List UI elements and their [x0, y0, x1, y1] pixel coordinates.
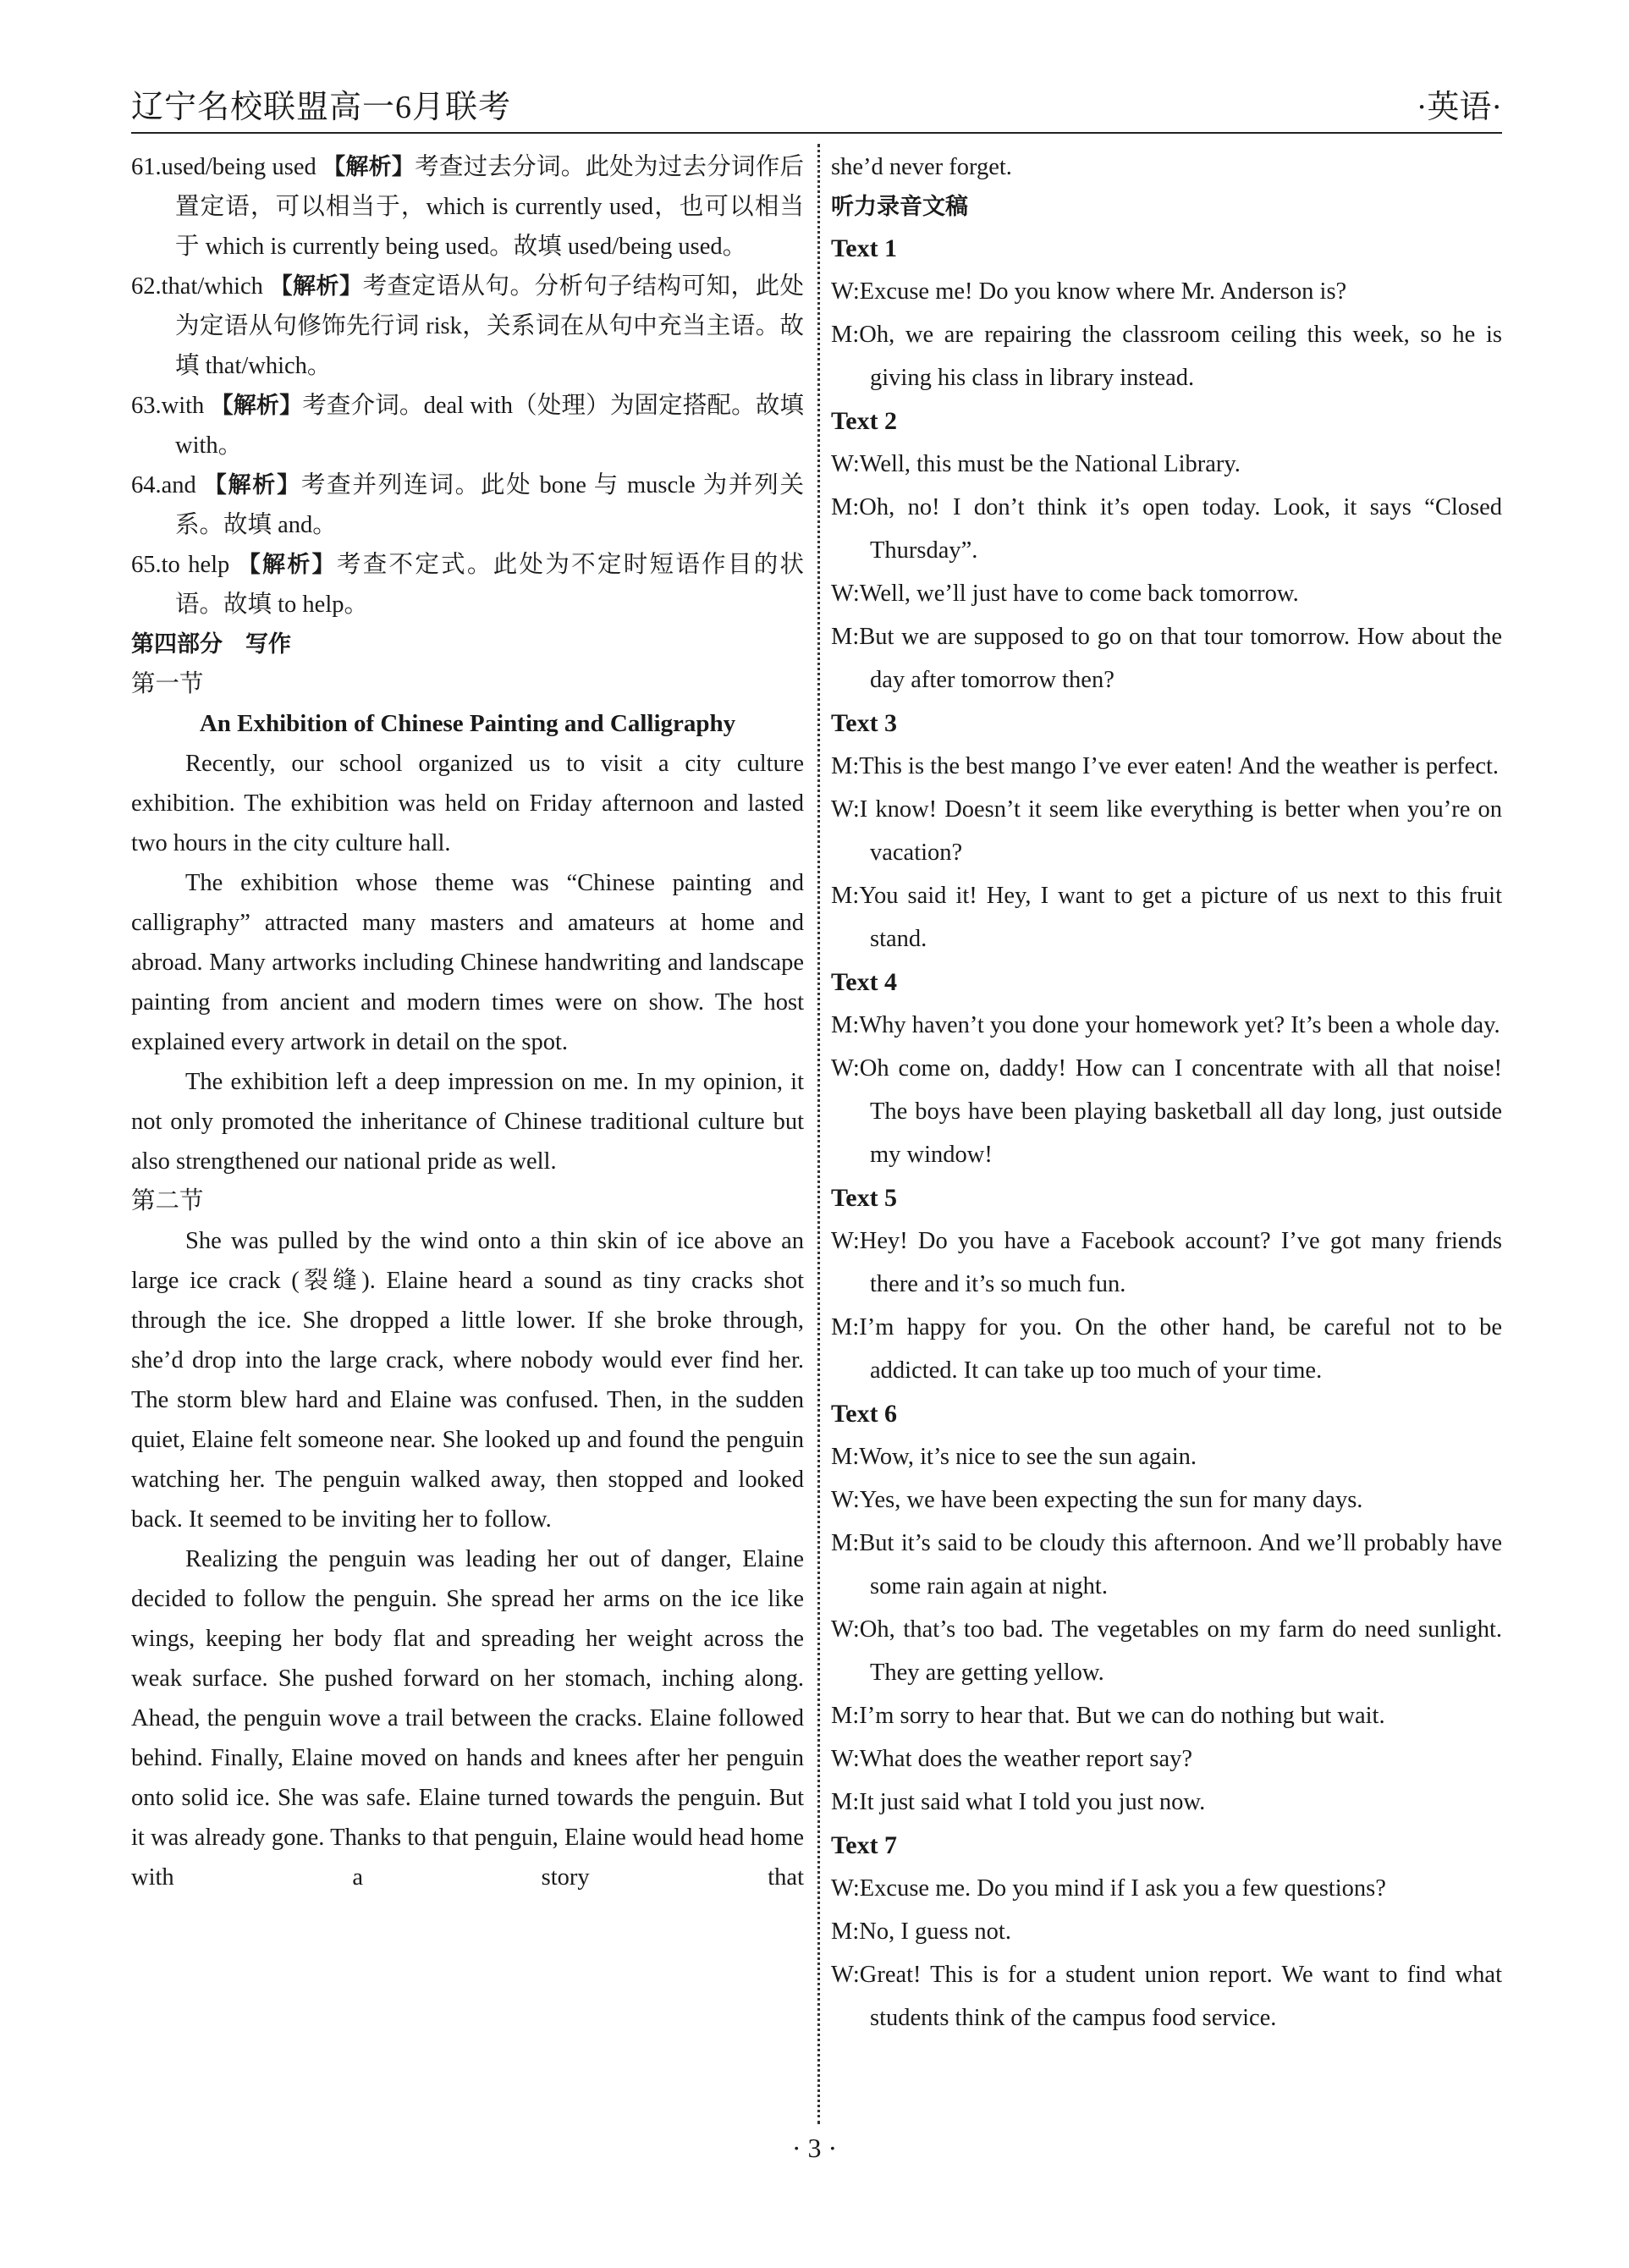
analysis-tag: 【解析】	[322, 154, 416, 180]
answer-key: to help	[161, 552, 230, 578]
speaker-label: M	[831, 1314, 853, 1340]
part4-heading: 第四部分 写作	[131, 631, 291, 658]
speaker-label: M	[831, 494, 853, 520]
dialogue-line	[831, 1004, 1502, 1047]
dialogue-text: Well, we’ll just have to come back tomorrow.	[859, 581, 1299, 607]
essay-paragraph: The exhibition left a deep impression on me. In my opinion, it not only promoted the inheritance of Chinese traditional culture but also strengthened our national pride as well.	[131, 1069, 804, 1175]
dialogue-line	[831, 1781, 1502, 1824]
transcript-list	[831, 227, 1502, 2040]
speaker-colon: :	[852, 278, 860, 305]
speaker-label: W	[831, 1746, 853, 1772]
dialogue-line	[831, 1953, 1502, 2040]
dialogue-line	[831, 1478, 1502, 1522]
story-paragraph: Realizing the penguin was leading her out of danger, Elaine decided to follow the penguin. She spread her arms on the ice like wings, keeping her body flat and spreading her weight across the weak surface. She pushed forward on her stomach, inching along. Ahead, the penguin wove a trail between the cracks. Elaine followed behind. Finally, Elaine moved on hands and knees after her penguin onto solid ice. She was safe. Elaine turned towards the penguin. But it was already gone. Thanks to that penguin, Elaine would head home with a story that	[131, 1546, 804, 1891]
analysis-tag: 【解析】	[237, 552, 337, 578]
dialogue-line	[831, 486, 1502, 572]
speaker-colon: :	[852, 1487, 860, 1513]
essay-paragraph: Recently, our school organized us to visit a city culture exhibition. The exhibition was held on Friday afternoon and lasted two hours in the city culture hall.	[131, 751, 804, 856]
speaker-label: M	[831, 1012, 853, 1038]
speaker-colon: :	[852, 624, 860, 650]
speaker-label: M	[831, 753, 853, 779]
speaker-colon: :	[852, 1444, 860, 1470]
dialogue-text: It just said what I told you just now.	[859, 1789, 1206, 1815]
transcript-label: Text 2	[831, 407, 898, 435]
left-column	[131, 147, 804, 1897]
dialogue-text: Oh, we are repairing the classroom ceiling this week, so he is giving his class in library instead.	[859, 322, 1502, 391]
speaker-colon: :	[852, 753, 860, 779]
essay-title: An Exhibition of Chinese Painting and Calligraphy	[199, 710, 736, 737]
speaker-colon: :	[852, 1314, 860, 1340]
dialogue-line	[831, 1435, 1502, 1478]
dialogue-text: What does the weather report say?	[859, 1746, 1193, 1772]
speaker-label: M	[831, 883, 853, 909]
dialogue-text: Oh, no! I don’t think it’s open today. Look, it says “Closed Thursday”.	[859, 494, 1502, 564]
dialogue-line	[831, 1737, 1502, 1781]
analysis-text: 考查过去分词。此处为过去分词作后置定语，可以相当于，which is currently used，也可以相当于 which is currently being used。故填 used/being used。	[175, 154, 805, 260]
dialogue-text: Well, this must be the National Library.	[859, 451, 1241, 477]
speaker-colon: :	[852, 1228, 860, 1254]
analysis-text: 考查定语从句。分析句子结构可知，此处为定语从句修饰先行词 risk，关系词在从句中充当主语。故填 that/which。	[175, 273, 805, 379]
transcript-label: Text 3	[831, 709, 898, 737]
transcript-label: Text 4	[831, 968, 898, 996]
speaker-colon: :	[852, 1746, 860, 1772]
speaker-colon: :	[852, 1530, 860, 1556]
answer-63	[131, 386, 804, 465]
dialogue-text: Oh, that’s too bad. The vegetables on my farm do need sunlight. They are getting yellow.	[859, 1616, 1502, 1686]
dialogue-text: Why haven’t you done your homework yet? It’s been a whole day.	[859, 1012, 1500, 1038]
dialogue-text: No, I guess not.	[859, 1918, 1011, 1945]
analysis-tag: 【解析】	[269, 273, 363, 300]
dialogue-line	[831, 270, 1502, 313]
speaker-label: W	[831, 581, 853, 607]
speaker-label: W	[831, 1875, 853, 1902]
dialogue-text: I’m sorry to hear that. But we can do nothing but wait.	[859, 1703, 1385, 1729]
essay-paragraph: The exhibition whose theme was “Chinese painting and calligraphy” attracted many masters and amateurs at home and abroad. Many artworks including Chinese handwriting and landscape painting from ancient and modern times were on show. The host explained every artwork in detail on the spot.	[131, 870, 804, 1055]
answer-key: and	[161, 472, 196, 498]
answer-64	[131, 465, 804, 545]
speaker-label: M	[831, 1530, 853, 1556]
dialogue-line	[831, 1608, 1502, 1694]
answer-number: 61.	[131, 154, 162, 180]
transcript-label: Text 7	[831, 1831, 898, 1859]
answer-key: with	[161, 393, 205, 419]
answer-62	[131, 267, 804, 386]
speaker-label: M	[831, 1444, 853, 1470]
dialogue-line	[831, 1910, 1502, 1953]
speaker-colon: :	[852, 1616, 860, 1643]
dialogue-line	[831, 443, 1502, 486]
speaker-colon: :	[852, 1055, 860, 1082]
speaker-colon: :	[852, 1918, 860, 1945]
speaker-label: W	[831, 796, 853, 823]
dialogue-text: I know! Doesn’t it seem like everything is better when you’re on vacation?	[859, 796, 1502, 866]
column-divider	[817, 144, 820, 2124]
dialogue-text: But it’s said to be cloudy this afternoon. And we’ll probably have some rain again at night.	[859, 1530, 1502, 1599]
answer-65	[131, 545, 804, 625]
dialogue-text: I’m happy for you. On the other hand, be careful not to be addicted. It can take up too much of your time.	[859, 1314, 1502, 1384]
analysis-tag: 【解析】	[210, 393, 303, 419]
speaker-label: M	[831, 322, 853, 348]
answer-number: 65.	[131, 552, 162, 578]
answer-key: that/which	[161, 273, 263, 300]
dialogue-text: But we are supposed to go on that tour tomorrow. How about the day after tomorrow then?	[859, 624, 1502, 693]
dialogue-text: Oh come on, daddy! How can I concentrate with all that noise! The boys have been playing basketball all day long, just outside my window!	[859, 1055, 1502, 1168]
transcript-heading: 听力录音文稿	[831, 194, 968, 220]
dialogue-text: Hey! Do you have a Facebook account? I’ve got many friends there and it’s so much fun.	[859, 1228, 1502, 1297]
analysis-text: 考查介词。deal with（处理）为固定搭配。故填 with。	[175, 393, 805, 459]
right-column	[831, 147, 1502, 2040]
dialogue-line	[831, 1047, 1502, 1176]
speaker-colon: :	[852, 494, 860, 520]
speaker-colon: :	[852, 322, 860, 348]
answer-number: 64.	[131, 472, 162, 498]
dialogue-text: Excuse me! Do you know where Mr. Anderson is?	[859, 278, 1347, 305]
speaker-colon: :	[852, 451, 860, 477]
analysis-tag: 【解析】	[203, 472, 301, 498]
speaker-colon: :	[852, 1703, 860, 1729]
dialogue-text: Wow, it’s nice to see the sun again.	[859, 1444, 1197, 1470]
speaker-colon: :	[852, 1012, 860, 1038]
speaker-colon: :	[852, 1875, 860, 1902]
dialogue-text: Yes, we have been expecting the sun for many days.	[859, 1487, 1363, 1513]
dialogue-text: You said it! Hey, I want to get a picture of us next to this fruit stand.	[859, 883, 1502, 952]
dialogue-line	[831, 313, 1502, 399]
speaker-colon: :	[852, 883, 860, 909]
speaker-label: W	[831, 1487, 853, 1513]
dialogue-line	[831, 572, 1502, 615]
section1-heading: 第一节	[131, 671, 204, 697]
dialogue-line	[831, 1694, 1502, 1737]
analysis-text: 考查不定式。此处为不定时短语作目的状语。故填 to help。	[175, 552, 805, 618]
answer-number: 62.	[131, 273, 162, 300]
dialogue-line	[831, 874, 1502, 961]
speaker-label: W	[831, 1616, 853, 1643]
speaker-label: M	[831, 1918, 853, 1945]
dialogue-line	[831, 1306, 1502, 1392]
speaker-colon: :	[852, 1789, 860, 1815]
speaker-label: W	[831, 1228, 853, 1254]
analysis-text: 考查并列连词。此处 bone 与 muscle 为并列关系。故填 and。	[175, 472, 805, 538]
speaker-label: W	[831, 451, 853, 477]
dialogue-line	[831, 788, 1502, 874]
speaker-label: W	[831, 278, 853, 305]
speaker-colon: :	[852, 1962, 860, 1988]
section2-heading: 第二节	[131, 1188, 204, 1214]
story-end: she’d never forget.	[831, 154, 1012, 180]
answer-61	[131, 147, 804, 267]
page-number: · 3 ·	[791, 2133, 838, 2163]
speaker-colon: :	[852, 581, 860, 607]
speaker-colon: :	[852, 796, 860, 823]
answer-key: used/being used	[161, 154, 316, 180]
page-header	[131, 88, 1502, 134]
dialogue-text: Excuse me. Do you mind if I ask you a few questions?	[859, 1875, 1386, 1902]
transcript-label: Text 6	[831, 1400, 898, 1428]
speaker-label: M	[831, 1789, 853, 1815]
speaker-label: M	[831, 1703, 853, 1729]
dialogue-line	[831, 615, 1502, 702]
answer-number: 63.	[131, 393, 162, 419]
dialogue-text: Great! This is for a student union report. We want to find what students think of the campus food service.	[859, 1962, 1502, 2031]
dialogue-line	[831, 1867, 1502, 1910]
speaker-label: W	[831, 1055, 853, 1082]
subject-label: ·英语·	[1416, 90, 1502, 125]
speaker-label: M	[831, 624, 853, 650]
speaker-label: W	[831, 1962, 853, 1988]
dialogue-text: This is the best mango I’ve ever eaten! And the weather is perfect.	[859, 753, 1500, 779]
dialogue-line	[831, 1522, 1502, 1608]
exam-title: 辽宁名校联盟高一6月联考	[131, 90, 512, 125]
transcript-label: Text 5	[831, 1184, 898, 1212]
transcript-label: Text 1	[831, 234, 898, 262]
dialogue-line	[831, 1219, 1502, 1306]
story-paragraph: She was pulled by the wind onto a thin skin of ice above an large ice crack (裂缝). Elaine heard a sound as tiny cracks shot through the ice. She dropped a little lower. If she broke through, she’d drop into the large crack, where nobody would ever find her. The storm blew hard and Elaine was confused. Then, in the sudden quiet, Elaine felt someone near. She looked up and found the penguin watching her. The penguin walked away, then stopped and looked back. It seemed to be inviting her to follow.	[131, 1228, 804, 1533]
dialogue-line	[831, 745, 1502, 788]
